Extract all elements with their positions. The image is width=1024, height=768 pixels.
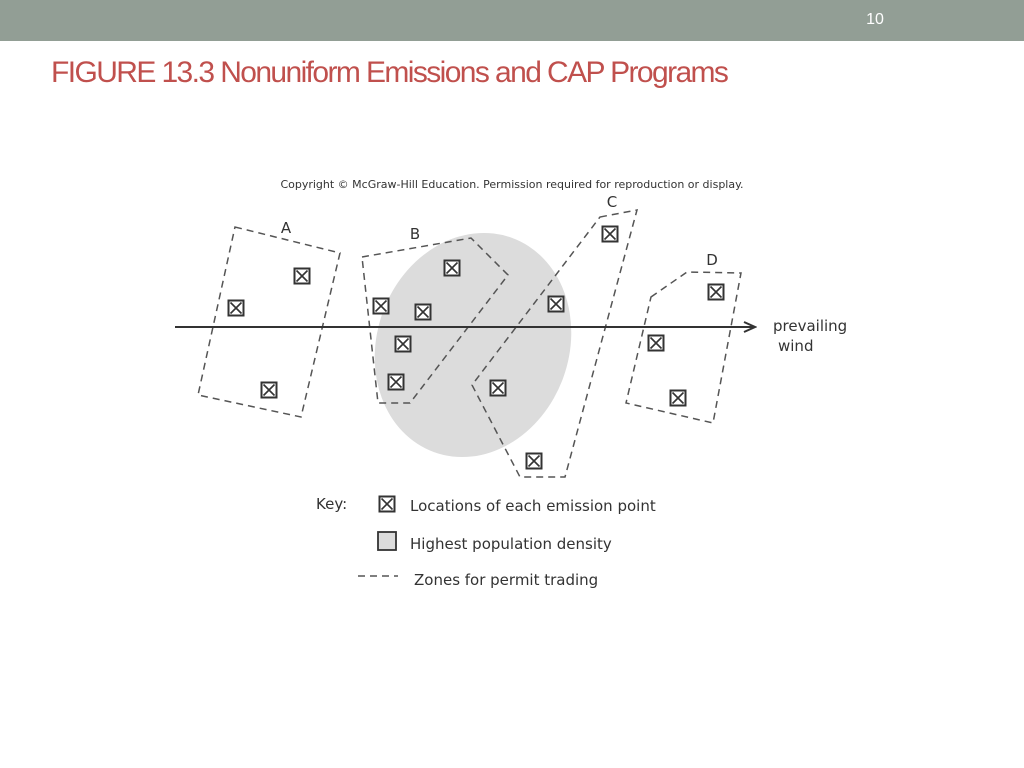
zone-b-label: B (409, 225, 421, 243)
emission-point-icon (709, 285, 724, 300)
copyright-notice: Copyright © McGraw-Hill Education. Permission required for reproduction or display. (280, 178, 744, 191)
legend-zone-label: Zones for permit trading (414, 571, 599, 589)
zone-a-label: A (280, 219, 292, 237)
slide-number: 10 (866, 11, 884, 28)
population-density-area (344, 205, 602, 485)
legend (316, 495, 656, 589)
emission-point-icon (416, 305, 431, 320)
emission-point-icon (671, 391, 686, 406)
wind-label-line2: wind (778, 337, 814, 355)
legend-population-icon (378, 532, 396, 550)
emission-point-icon (445, 261, 460, 276)
emission-point-icon (549, 297, 564, 312)
legend-emission-label: Locations of each emission point (410, 497, 656, 515)
emission-point-icon (527, 454, 542, 469)
wind-label-line1: prevailing (773, 317, 848, 335)
zone-d-label: D (706, 251, 718, 269)
emission-point-icon (389, 375, 404, 390)
key-title: Key: (316, 495, 348, 513)
emission-point-icon (374, 299, 389, 314)
legend-emission-icon (380, 497, 395, 512)
legend-population-label: Highest population density (410, 535, 612, 553)
emission-point-icon (649, 336, 664, 351)
emission-point-icon (229, 301, 244, 316)
emission-point-icon (396, 337, 411, 352)
emission-point-icon (262, 383, 277, 398)
emission-point-icon (491, 381, 506, 396)
zone-c-label: C (606, 193, 618, 211)
emission-point-icon (295, 269, 310, 284)
slide-title: FIGURE 13.3 Nonuniform Emissions and CAP Programs (51, 56, 728, 89)
emission-point-icon (603, 227, 618, 242)
